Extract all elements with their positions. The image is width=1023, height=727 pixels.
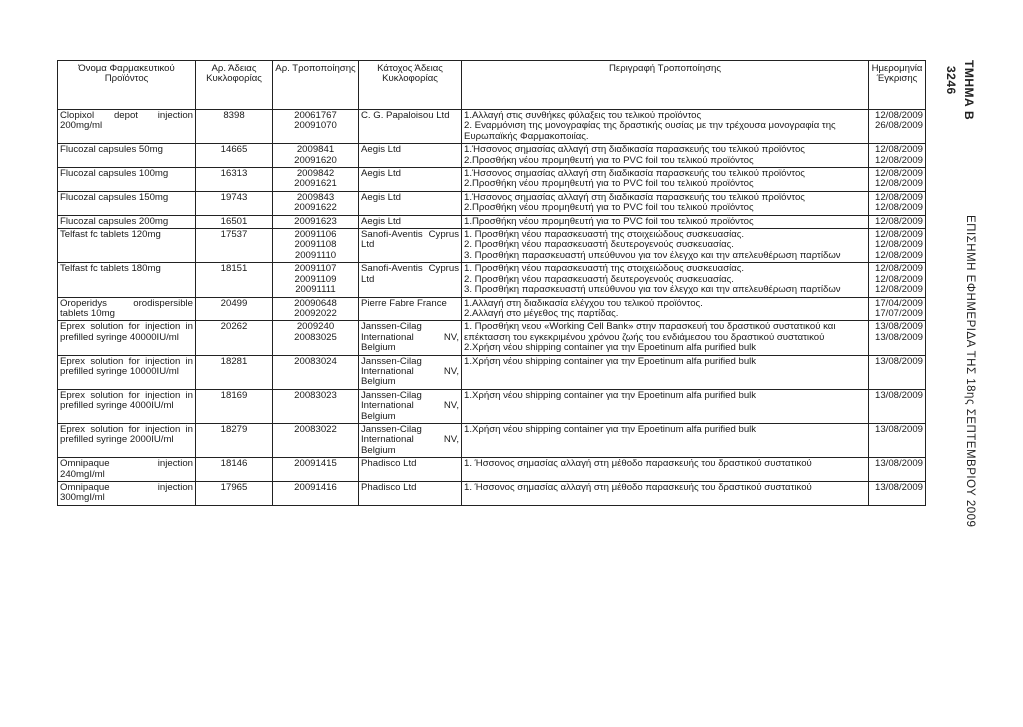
- approval-date: 17/04/2009: [874, 298, 923, 309]
- product-name-cell: Eprex solution for injection in prefilled syringe 4000IU/ml: [58, 389, 196, 423]
- approval-date: 13/08/2009: [874, 483, 923, 493]
- table-row: [58, 355, 926, 389]
- product-name-cell: Omnipaque injection 240mgI/ml: [58, 458, 196, 482]
- table-row: [58, 263, 926, 297]
- table-row: [58, 191, 926, 215]
- license-number-cell: 16501: [196, 215, 273, 228]
- amendment-description: 1. Ήσσονος σημασίας αλλαγή στη μέθοδο παρασκευής του δραστικού συστατικού: [464, 459, 812, 470]
- license-number-cell: 18281: [196, 355, 273, 389]
- amendment-number: 20091623: [294, 216, 337, 227]
- amendment-number-cell: [273, 168, 359, 192]
- license-number-cell: 20262: [196, 321, 273, 355]
- license-holder-cell: Aegis Ltd: [359, 191, 462, 215]
- license-number-cell: 16313: [196, 168, 273, 192]
- table-row: [58, 321, 926, 355]
- license-holder-cell: Janssen-Cilag International NV, Belgium: [359, 321, 462, 355]
- amendment-number-cell: [273, 144, 359, 168]
- approval-date: 12/08/2009: [874, 111, 923, 121]
- table-body: [58, 110, 926, 506]
- license-number-cell: 18146: [196, 458, 273, 482]
- amendment-description: 1.Χρήση νέου shipping container για την Epoetinum alfa purified bulk: [464, 390, 757, 401]
- license-number-cell: 17965: [196, 482, 273, 506]
- product-name-cell: Eprex solution for injection in prefilled syringe 2000IU/ml: [58, 423, 196, 457]
- approval-date: 13/08/2009: [874, 332, 923, 343]
- product-name-cell: Clopixol depot injection 200mg/ml: [58, 110, 196, 144]
- amendment-number: 20091106: [294, 230, 337, 241]
- license-holder-cell: Aegis Ltd: [359, 168, 462, 192]
- amendment-description: 3. Προσθήκη παρασκευαστή υπεύθυνου για τον έλεγχο και την απελευθέρωση παρτίδων: [464, 285, 841, 296]
- amendment-number: 20091111: [295, 285, 336, 296]
- approval-date: 13/08/2009: [874, 390, 923, 401]
- approval-date: 13/08/2009: [874, 459, 923, 470]
- amendment-description: 3. Προσθήκη παρασκευαστή υπεύθυνου για τον έλεγχο και την απελευθέρωση παρτίδων: [464, 250, 841, 261]
- amendment-description-cell: [462, 458, 869, 482]
- table-row: [58, 215, 926, 228]
- amendment-number: 20083024: [294, 356, 337, 367]
- amendment-number-cell: [273, 229, 359, 263]
- license-holder-cell: Phadisco Ltd: [359, 458, 462, 482]
- amendment-number: 20083022: [294, 424, 337, 435]
- amendment-description: 2.Προσθήκη νέου προμηθευτή για το PVC foil του τελικού προϊόντος: [464, 155, 754, 166]
- header-license: Αρ. Άδειας Κυκλοφορίας: [196, 61, 273, 110]
- amendment-number: 20091107: [294, 264, 337, 275]
- approval-date-cell: [869, 321, 926, 355]
- amendment-number: 20091415: [294, 459, 337, 470]
- approval-date: 12/08/2009: [874, 264, 923, 275]
- page-number: 3246: [944, 66, 958, 95]
- amendment-description: 2.Προσθήκη νέου προμηθευτή για το PVC foil του τελικού προϊόντος: [464, 179, 754, 190]
- table-row: [58, 482, 926, 506]
- approval-date-cell: [869, 423, 926, 457]
- approval-date: 12/08/2009: [874, 250, 923, 261]
- amendment-description: 2. Προσθήκη νέου παρασκευαστή δευτερογενούς συσκευασίας.: [464, 240, 734, 251]
- amendment-description: 1.Αλλαγή στις συνθήκες φύλαξεις του τελικού προϊόντος: [464, 111, 702, 121]
- amendment-number: 20061767: [294, 111, 337, 121]
- amendment-description-cell: [462, 482, 869, 506]
- amendment-description-cell: [462, 168, 869, 192]
- amendment-number-cell: [273, 389, 359, 423]
- approval-date-cell: [869, 215, 926, 228]
- table-row: [58, 229, 926, 263]
- amendment-description: 1.Προσθήκη νέου προμηθευτή για το PVC foil του τελικού προϊόντος: [464, 216, 754, 227]
- amendment-description: 1.Χρήση νέου shipping container για την Epoetinum alfa purified bulk: [464, 424, 757, 435]
- approval-date-cell: [869, 168, 926, 192]
- license-holder-cell: Sanofi-Aventis Cyprus Ltd: [359, 229, 462, 263]
- approval-date: 12/08/2009: [874, 145, 923, 156]
- amendment-number: 20091621: [294, 179, 337, 190]
- approval-date-cell: [869, 191, 926, 215]
- table-row: [58, 297, 926, 321]
- amendment-description: 2. Προσθήκη νέου παρασκευαστή δευτερογενούς συσκευασίας.: [464, 274, 734, 285]
- license-holder-cell: Sanofi-Aventis Cyprus Ltd: [359, 263, 462, 297]
- product-name-cell: Flucozal capsules 150mg: [58, 191, 196, 215]
- license-holder-cell: Janssen-Cilag International NV, Belgium: [359, 423, 462, 457]
- table-row: [58, 458, 926, 482]
- amendment-description: 1.Χρήση νέου shipping container για την Epoetinum alfa purified bulk: [464, 356, 757, 367]
- approval-date: 12/08/2009: [874, 240, 923, 251]
- amendment-number-cell: [273, 110, 359, 144]
- amendment-description: 2. Εναρμόνιση της μονογραφίας της δραστικής ουσίας με την τρέχουσα μονογραφία της Ευρωπαϊκής Φαρμακοποιίας.: [464, 121, 836, 142]
- approval-date: 13/08/2009: [874, 322, 923, 333]
- header-date: Ημερομηνία Έγκρισης: [869, 61, 926, 110]
- amendment-description-cell: [462, 110, 869, 144]
- header-amendment: Αρ. Τροποποίησης: [273, 61, 359, 110]
- amendment-number-cell: [273, 263, 359, 297]
- amendment-number-cell: [273, 215, 359, 228]
- license-number-cell: 20499: [196, 297, 273, 321]
- license-number-cell: 14665: [196, 144, 273, 168]
- license-holder-cell: C. G. Papaloisou Ltd: [359, 110, 462, 144]
- amendment-description-cell: [462, 229, 869, 263]
- amendment-number-cell: [273, 423, 359, 457]
- product-name-cell: Omnipaque injection 300mgI/ml: [58, 482, 196, 506]
- amendment-number: 20091620: [294, 155, 337, 166]
- approval-date: 12/08/2009: [874, 285, 923, 296]
- amendment-description-cell: [462, 355, 869, 389]
- amendment-number: 2009240: [296, 322, 335, 333]
- amendment-description: 2.Προσθήκη νέου προμηθευτή για το PVC foil του τελικού προϊόντος: [464, 203, 754, 214]
- license-holder-cell: Aegis Ltd: [359, 144, 462, 168]
- amendment-number: 20091108: [294, 240, 337, 251]
- approval-date: 13/08/2009: [874, 356, 923, 367]
- approval-date-cell: [869, 458, 926, 482]
- product-name-cell: Telfast fc tablets 120mg: [58, 229, 196, 263]
- amendment-number: 20091110: [294, 250, 337, 261]
- product-name-cell: Flucozal capsules 200mg: [58, 215, 196, 228]
- approval-date-cell: [869, 110, 926, 144]
- amendment-number: 2009843: [296, 192, 335, 203]
- amendment-number: 20091622: [294, 203, 337, 214]
- amendment-description: 2.Αλλαγή στο μέγεθος της παρτίδας.: [464, 308, 619, 319]
- amendment-number-cell: [273, 458, 359, 482]
- amendment-description-cell: [462, 191, 869, 215]
- approval-date: 26/08/2009: [874, 121, 923, 132]
- header-product: Όνομα Φαρμακευτικού Προϊόντος: [58, 61, 196, 110]
- amendment-description: 1. Ήσσονος σημασίας αλλαγή στη μέθοδο παρασκευής του δραστικού συστατικού: [464, 483, 812, 493]
- license-number-cell: 18169: [196, 389, 273, 423]
- license-holder-cell: Janssen-Cilag International NV, Belgium: [359, 389, 462, 423]
- table-row: [58, 144, 926, 168]
- product-name-cell: Flucozal capsules 50mg: [58, 144, 196, 168]
- amendment-description: 2.Χρήση νέου shipping container για την Epoetinum alfa purified bulk: [464, 343, 757, 354]
- approval-date-cell: [869, 297, 926, 321]
- table-row: [58, 168, 926, 192]
- license-number-cell: 18279: [196, 423, 273, 457]
- product-name-cell: Oroperidys orodispersible tablets 10mg: [58, 297, 196, 321]
- amendment-description: 1. Προσθήκη νέου παρασκευαστή της στοιχειώδους συσκευασίας.: [464, 264, 745, 275]
- approval-date: 17/07/2009: [874, 308, 923, 319]
- license-holder-cell: Phadisco Ltd: [359, 482, 462, 506]
- approval-date: 12/08/2009: [874, 192, 923, 203]
- amendment-description: 1.Ήσσονος σημασίας αλλαγή στη διαδικασία παρασκευής του τελικού προϊόντος: [464, 192, 805, 203]
- product-name-cell: Telfast fc tablets 180mg: [58, 263, 196, 297]
- amendment-number: 20090648: [294, 298, 337, 309]
- amendment-description: 1.Ήσσονος σημασίας αλλαγή στη διαδικασία παρασκευής του τελικού προϊόντος: [464, 169, 805, 180]
- approval-date: 12/08/2009: [874, 216, 923, 227]
- approval-date: 13/08/2009: [874, 424, 923, 435]
- approval-date: 12/08/2009: [874, 179, 923, 190]
- amendment-number-cell: [273, 355, 359, 389]
- approval-date-cell: [869, 355, 926, 389]
- license-number-cell: 8398: [196, 110, 273, 144]
- license-number-cell: 19743: [196, 191, 273, 215]
- amendment-description-cell: [462, 389, 869, 423]
- approval-date-cell: [869, 144, 926, 168]
- amendment-number: 20091416: [294, 483, 337, 493]
- amendment-description: 1.Αλλαγή στη διαδικασία ελέγχου του τελικού προϊόντος.: [464, 298, 703, 309]
- table-row: [58, 110, 926, 144]
- approval-date: 12/08/2009: [874, 274, 923, 285]
- amendment-description-cell: [462, 263, 869, 297]
- amendment-description: 1. Προσθήκη νέου παρασκευαστή της στοιχειώδους συσκευασίας.: [464, 230, 745, 241]
- license-holder-cell: Aegis Ltd: [359, 215, 462, 228]
- approval-date-cell: [869, 263, 926, 297]
- approval-date-cell: [869, 389, 926, 423]
- amendment-description-cell: [462, 144, 869, 168]
- section-label: ΤΜΗΜΑ Β: [962, 60, 976, 121]
- license-holder-cell: Pierre Fabre France: [359, 297, 462, 321]
- gazette-title: ΕΠΙΣΗΜΗ ΕΦΗΜΕΡΙΔΑ ΤΗΣ 18ης ΣΕΠΤΕΜΒΡΙΟΥ 2009: [964, 215, 976, 528]
- amendment-number: 20083023: [294, 390, 337, 401]
- approval-date-cell: [869, 482, 926, 506]
- product-name-cell: Flucozal capsules 100mg: [58, 168, 196, 192]
- amendment-number: 20091070: [294, 121, 337, 132]
- product-name-cell: Eprex solution for injection in prefilled syringe 40000IU/ml: [58, 321, 196, 355]
- amendment-number: 20083025: [294, 332, 337, 343]
- table-row: [58, 423, 926, 457]
- approval-date-cell: [869, 229, 926, 263]
- amendment-number: 2009842: [296, 169, 335, 180]
- header-description: Περιγραφή Τροποποίησης: [462, 61, 869, 110]
- amendment-number: 2009841: [296, 145, 335, 156]
- amendment-number-cell: [273, 297, 359, 321]
- amendment-description: 1.Ήσσονος σημασίας αλλαγή στη διαδικασία παρασκευής του τελικού προϊόντος: [464, 145, 805, 156]
- amendment-number-cell: [273, 482, 359, 506]
- amendment-number: 20092022: [294, 308, 337, 319]
- license-number-cell: 18151: [196, 263, 273, 297]
- amendment-number: 20091109: [294, 274, 337, 285]
- amendment-description-cell: [462, 297, 869, 321]
- amendment-description-cell: [462, 321, 869, 355]
- amendment-number-cell: [273, 321, 359, 355]
- header-holder: Κάτοχος Άδειας Κυκλοφορίας: [359, 61, 462, 110]
- approval-date: 12/08/2009: [874, 230, 923, 241]
- license-number-cell: 17537: [196, 229, 273, 263]
- amendment-description-cell: [462, 423, 869, 457]
- amendment-number-cell: [273, 191, 359, 215]
- table-header-row: [58, 61, 926, 110]
- amendment-description-cell: [462, 215, 869, 228]
- amendment-description: 1. Προσθήκη νεου «Working Cell Bank» στην παρασκευή του δραστικού συστατικού και επέκτασση του εγκεκριμένου χρόνου ζωής του ενδιάμεσου του δραστικού συστατικού: [464, 322, 836, 343]
- table-row: [58, 389, 926, 423]
- product-name-cell: Eprex solution for injection in prefilled syringe 10000IU/ml: [58, 355, 196, 389]
- approval-date: 12/08/2009: [874, 203, 923, 214]
- amendments-table: [57, 60, 926, 506]
- approval-date: 12/08/2009: [874, 169, 923, 180]
- license-holder-cell: Janssen-Cilag International NV, Belgium: [359, 355, 462, 389]
- approval-date: 12/08/2009: [874, 155, 923, 166]
